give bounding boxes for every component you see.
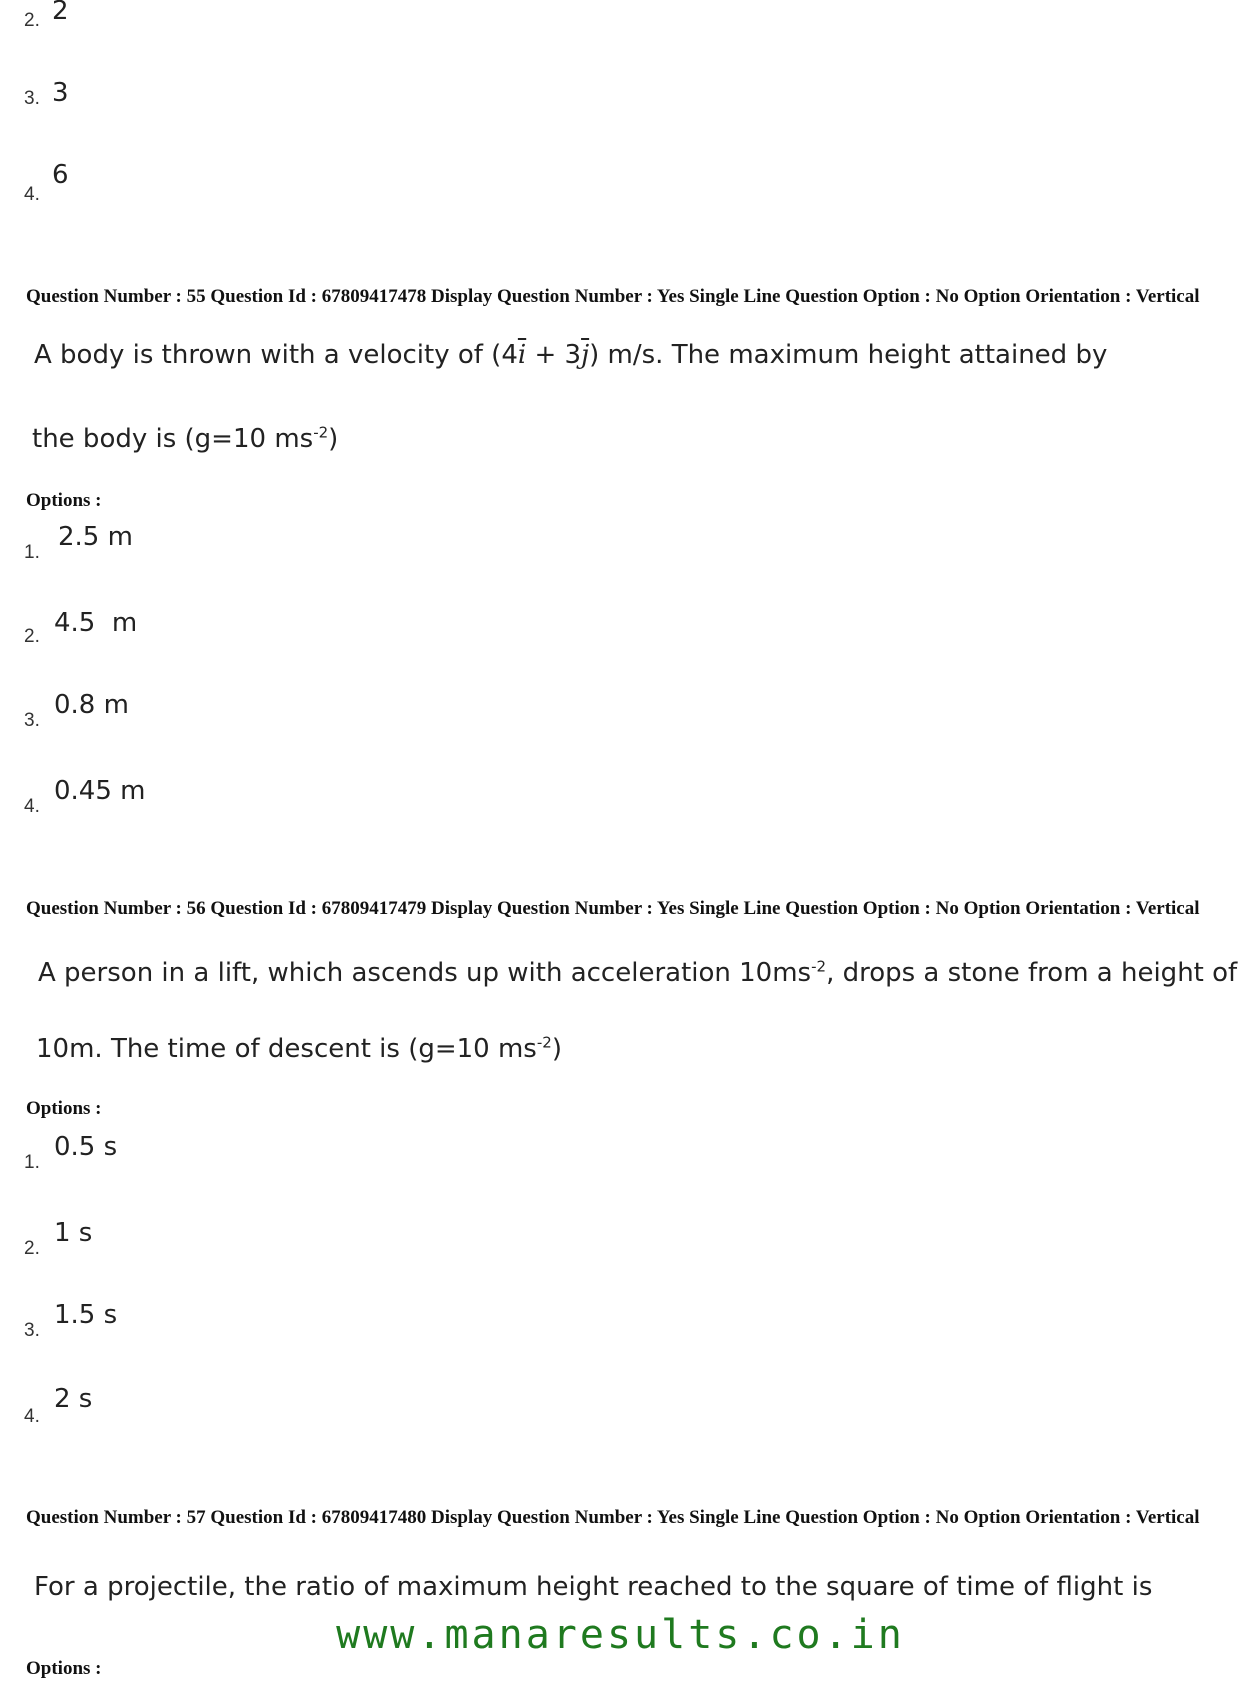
options-label: Options : xyxy=(26,1658,102,1679)
option-number: 2. xyxy=(24,10,40,31)
question-text: ) m/s. The maximum height attained by xyxy=(589,340,1108,370)
question-text-line2 xyxy=(32,424,338,454)
question-text: For a projectile, the ratio of maximum height reached to the square of time of flight is xyxy=(34,1572,1153,1602)
question-text: A person in a lift, which ascends up with acceleration 10ms xyxy=(38,958,812,988)
option-number: 3. xyxy=(24,1320,40,1341)
question-text-line1 xyxy=(34,1572,1152,1602)
unit-vector-i: $\overline{i}$ xyxy=(517,340,527,370)
option-number: 2. xyxy=(24,626,40,647)
option-number: 2. xyxy=(24,1238,40,1259)
option-value: 4.5 m xyxy=(54,608,138,638)
question-text: ) xyxy=(551,1034,562,1064)
option-value: 0.5 s xyxy=(54,1132,118,1162)
option-value: 6 xyxy=(52,160,69,190)
option-number: 3. xyxy=(24,88,40,109)
options-label: Options : xyxy=(26,490,102,511)
question-text: the body is (g=10 ms xyxy=(32,424,314,454)
question-text: , drops a stone from a height of xyxy=(826,958,1238,988)
option-value: 2 xyxy=(52,0,69,26)
option-value: 2.5 m xyxy=(58,522,133,552)
option-value: 0.8 m xyxy=(54,690,129,720)
question-meta-55: Question Number : 55 Question Id : 67809417478 Display Question Number : Yes Single Line Question Option : No Option Orientation : Vertical xyxy=(26,286,1200,307)
option-number: 1. xyxy=(24,1152,40,1173)
option-number: 4. xyxy=(24,796,40,817)
question-text-line1 xyxy=(34,340,1107,370)
options-label: Options : xyxy=(26,1098,102,1119)
option-number: 3. xyxy=(24,710,40,731)
exponent: -2 xyxy=(811,957,827,976)
question-text: 10m. The time of descent is (g=10 ms xyxy=(36,1034,537,1064)
question-text: A body is thrown with a velocity of (4 xyxy=(34,340,518,370)
option-number: 4. xyxy=(24,1406,40,1427)
option-value: 2 s xyxy=(54,1384,93,1414)
unit-vector-j: $\overline{j}$ xyxy=(581,340,590,370)
option-value: 1.5 s xyxy=(54,1300,118,1330)
exponent: -2 xyxy=(536,1033,552,1052)
option-value: 0.45 m xyxy=(54,776,146,806)
question-text-line1 xyxy=(38,958,1237,988)
option-value: 1 s xyxy=(54,1218,93,1248)
question-text-line2 xyxy=(36,1034,562,1064)
exponent: -2 xyxy=(313,423,329,442)
option-number: 4. xyxy=(24,184,40,205)
watermark: www.manaresults.co.in xyxy=(336,1612,905,1658)
question-text: + 3 xyxy=(526,340,582,370)
question-text: ) xyxy=(328,424,339,454)
question-meta-56: Question Number : 56 Question Id : 67809417479 Display Question Number : Yes Single Line Question Option : No Option Orientation : Vertical xyxy=(26,898,1200,919)
option-value: 3 xyxy=(52,78,69,108)
question-meta-57: Question Number : 57 Question Id : 67809417480 Display Question Number : Yes Single Line Question Option : No Option Orientation : Vertical xyxy=(26,1507,1200,1528)
option-number: 1. xyxy=(24,542,40,563)
